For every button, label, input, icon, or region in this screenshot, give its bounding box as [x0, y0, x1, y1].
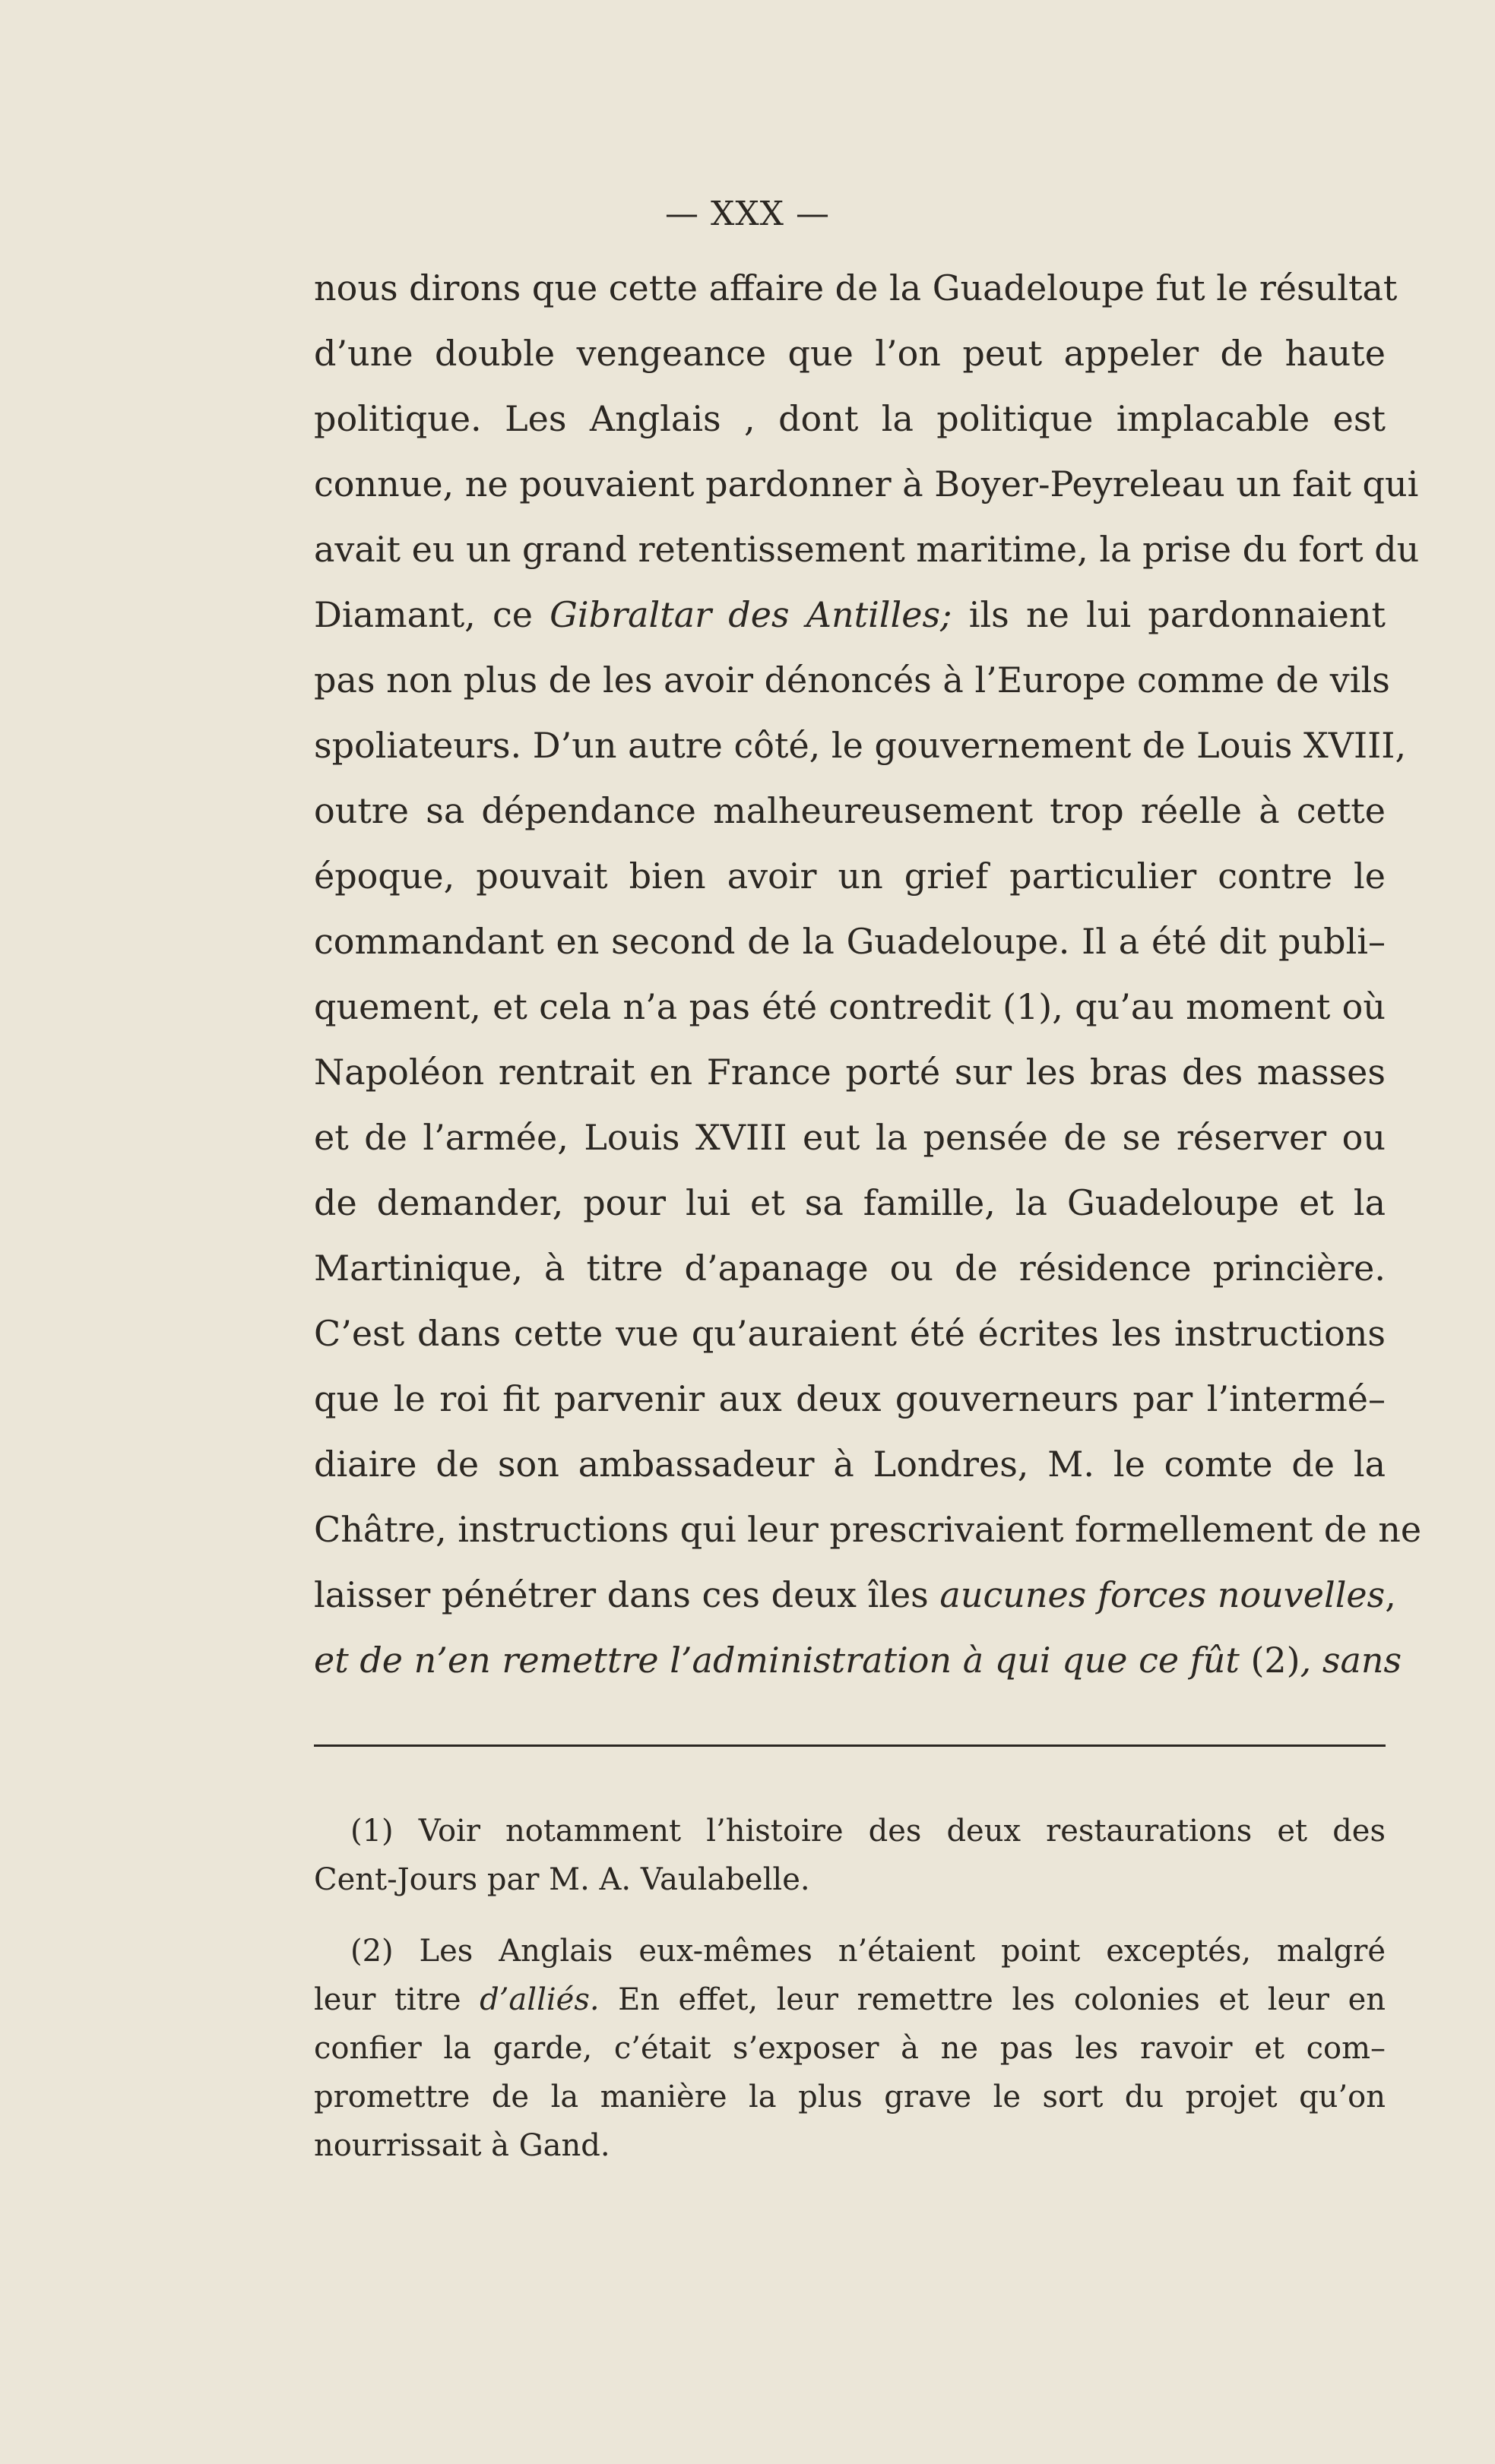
- body-line: pas non plus de les avoir dénoncés à l’Europe comme de vils: [314, 659, 1390, 701]
- footnotes: [314, 1807, 1386, 2170]
- italic-phrase: Gibraltar des Antilles;: [550, 594, 952, 635]
- body-line-with-italic: [314, 1627, 1402, 1693]
- body-line: époque, pouvait bien avoir un grief particulier contre le: [314, 856, 1386, 897]
- body-text: [314, 255, 1422, 1693]
- footnote-line: Cent-Jours par M. A. Vaulabelle.: [314, 1862, 810, 1897]
- body-text-run: Diamant, ce: [314, 594, 550, 635]
- body-line: nous dirons que cette affaire de la Guadeloupe fut le résultat: [314, 267, 1398, 308]
- body-line: commandant en second de la Guadeloupe. Il a été dit publi–: [314, 921, 1386, 962]
- footnote-line: (2) Les Anglais eux-mêmes n’étaient point exceptés, malgré: [350, 1934, 1386, 1969]
- body-text-run: ,: [1385, 1574, 1396, 1615]
- footnote-text-run: leur titre: [314, 1982, 480, 2017]
- body-line: Martinique, à titre d’apanage ou de résidence princière.: [314, 1248, 1386, 1289]
- body-line: C’est dans cette vue qu’auraient été écrites les instructions: [314, 1313, 1386, 1354]
- italic-phrase: , sans: [1300, 1640, 1402, 1681]
- body-line: outre sa dépendance malheureusement trop réelle à cette: [314, 790, 1386, 831]
- body-text-run: laisser pénétrer dans ces deux îles: [314, 1574, 940, 1615]
- footnote-reference: (2): [1250, 1640, 1300, 1681]
- body-line: Napoléon rentrait en France porté sur les bras des masses: [314, 1052, 1386, 1093]
- italic-phrase: d’alliés.: [480, 1982, 600, 2017]
- running-head: — XXX —: [665, 195, 830, 233]
- body-text-run: ils ne lui pardonnaient: [952, 594, 1386, 635]
- footnote-line: promettre de la manière la plus grave le sort du projet qu’on: [314, 2080, 1386, 2114]
- body-line: quement, et cela n’a pas été contredit (1), qu’au moment où: [314, 986, 1386, 1027]
- body-line: spoliateurs. D’un autre côté, le gouvernement de Louis XVIII,: [314, 725, 1407, 766]
- footnote-text-run: En effet, leur remettre les colonies et leur en: [599, 1982, 1386, 2017]
- body-line: et de l’armée, Louis XVIII eut la pensée de se réserver ou: [314, 1117, 1386, 1158]
- italic-phrase: aucunes forces nouvelles: [939, 1574, 1386, 1615]
- footnote-line: confier la garde, c’était s’exposer à ne pas les ravoir et com–: [314, 2031, 1386, 2066]
- body-line-with-italic: [314, 582, 1386, 647]
- footnote-gap: [314, 1904, 1386, 1927]
- body-line: avait eu un grand retentissement maritime, la prise du fort du: [314, 529, 1420, 570]
- body-line: politique. Les Anglais , dont la politique implacable est: [314, 398, 1386, 439]
- footnote-rule: [314, 1744, 1386, 1747]
- footnote-line: (1) Voir notamment l’histoire des deux restaurations et des: [350, 1814, 1386, 1849]
- footnote-line: nourrissait à Gand.: [314, 2128, 610, 2163]
- body-line: d’une double vengeance que l’on peut appeler de haute: [314, 333, 1386, 374]
- body-line-with-italic: [314, 1562, 1396, 1627]
- footnote-line-with-italic: [314, 1975, 1386, 2024]
- body-line: de demander, pour lui et sa famille, la Guadeloupe et la: [314, 1182, 1386, 1223]
- body-line: connue, ne pouvaient pardonner à Boyer-Peyreleau un fait qui: [314, 463, 1419, 505]
- italic-phrase: et de n’en remettre l’administration à qui que ce fût: [314, 1640, 1251, 1681]
- body-line: que le roi fit parvenir aux deux gouverneurs par l’intermé–: [314, 1378, 1386, 1419]
- body-line: Châtre, instructions qui leur prescrivaient formellement de ne: [314, 1509, 1422, 1550]
- body-line: diaire de son ambassadeur à Londres, M. le comte de la: [314, 1444, 1386, 1485]
